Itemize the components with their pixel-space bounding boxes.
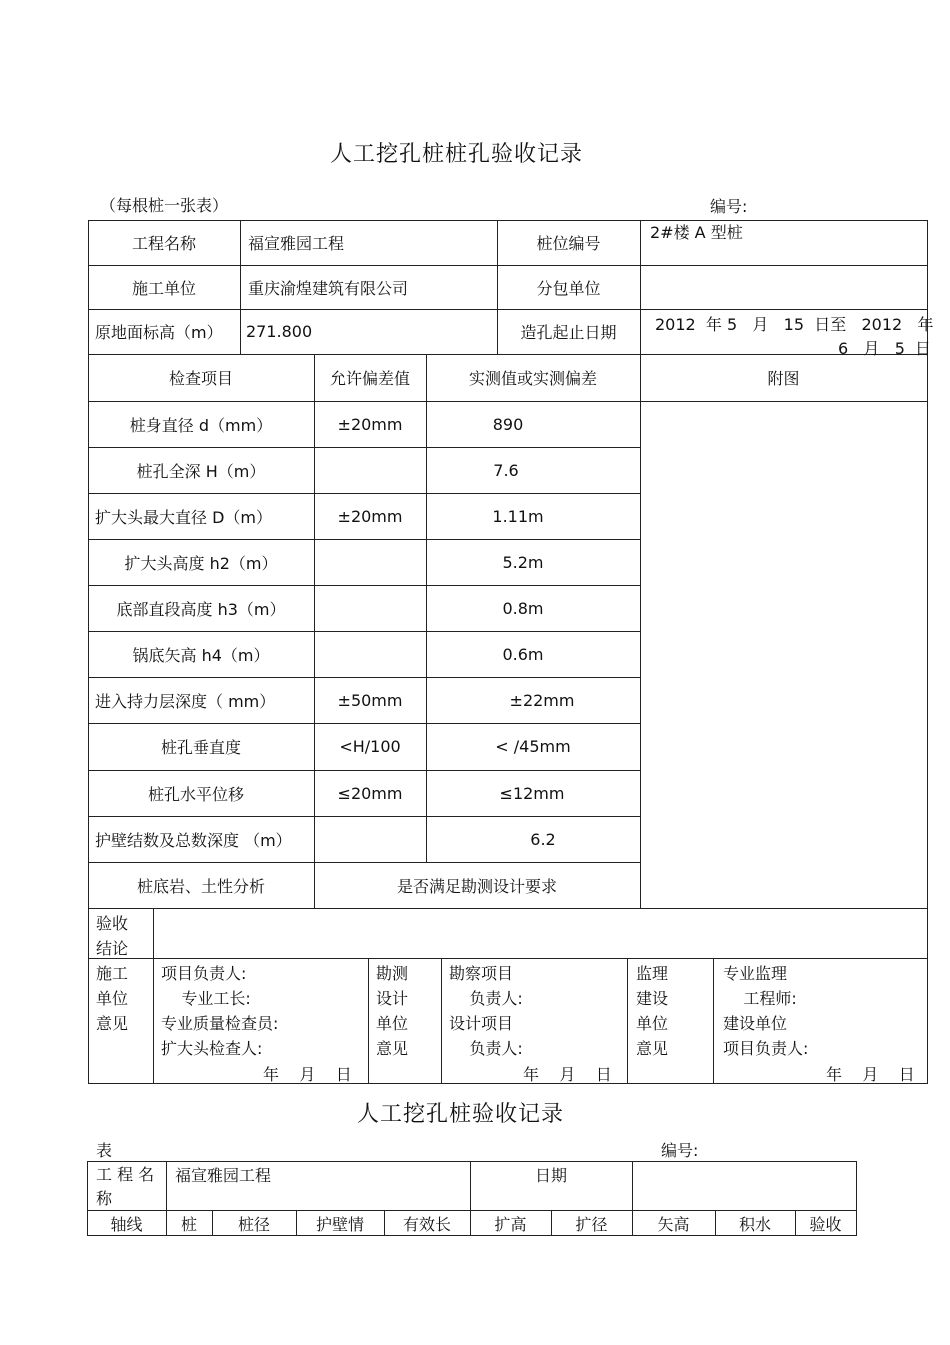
inspection-tolerance: ±20mm: [337, 506, 403, 526]
inspection-item: 桩孔全深 H（m）: [136, 461, 266, 481]
inspection-tolerance: ±20mm: [337, 414, 403, 434]
second-project-label: 工 程 名 称: [96, 1165, 155, 1208]
second-table-label: 表: [96, 1141, 113, 1160]
soil-analysis-value: 是否满足勘测设计要求: [396, 876, 557, 896]
inspection-measured: ≤12mm: [499, 783, 565, 803]
supervision-sign-date: 年 月 日: [826, 1065, 915, 1084]
inspection-measured: 0.8m: [502, 598, 544, 618]
sub-note: （每根桩一张表）: [100, 196, 229, 215]
acceptance-conclusion-label: 验收 结论: [96, 914, 129, 958]
supervision-signatories: 专业监理 工程师: 建设单位 项目负责人:: [723, 964, 809, 1058]
second-serial-label: 编号:: [661, 1141, 699, 1160]
inspection-measured: 5.2m: [502, 552, 544, 572]
inspection-measured: ±22mm: [509, 690, 575, 710]
contractor-value: 重庆渝煌建筑有限公司: [248, 278, 409, 298]
inspection-item: 桩孔垂直度: [160, 738, 241, 757]
inspection-item: 锅底矢高 h4（m）: [132, 645, 270, 665]
soil-analysis-label: 桩底岩、土性分析: [136, 876, 265, 896]
inspection-tolerance: [314, 539, 426, 585]
date-range-label: 造孔起止日期: [520, 323, 617, 342]
inspection-tolerance: <H/100: [339, 737, 401, 756]
inspection-measured: < /45mm: [495, 737, 571, 756]
doc-title: 人工挖孔桩桩孔验收记录: [330, 142, 584, 167]
inspection-tolerance: [314, 816, 426, 862]
column-header: 验收: [809, 1214, 842, 1234]
inspection-tolerance: [314, 447, 426, 493]
inspection-tolerance: [314, 631, 426, 677]
elevation-label: 原地面标高（m）: [95, 323, 223, 342]
inspection-tolerance: ±50mm: [337, 690, 403, 710]
survey-signatories: 勘察项目 负责人: 设计项目 负责人:: [449, 964, 523, 1058]
header-inspection-item: 检查项目: [168, 369, 233, 388]
column-header: 护壁情: [315, 1214, 364, 1234]
construction-sign-date: 年 月 日: [263, 1065, 352, 1084]
inspection-measured: 1.11m: [492, 506, 544, 526]
inspection-tolerance: [314, 585, 426, 631]
inspection-item: 护壁结数及总数深度 （m）: [95, 830, 292, 850]
subcontractor-label: 分包单位: [536, 278, 601, 298]
second-project-name: 福宣雅园工程: [175, 1166, 272, 1185]
column-header: 轴线: [110, 1214, 143, 1234]
column-header: 积水: [738, 1214, 771, 1234]
serial-label: 编号:: [710, 197, 748, 216]
construction-opinion-label: 施工 单位 意见: [96, 964, 129, 1033]
inspection-item: 进入持力层深度（ mm）: [95, 691, 276, 711]
inspection-item: 桩身直径 d（mm）: [129, 415, 273, 435]
column-header: 桩: [180, 1214, 197, 1234]
contractor-label: 施工单位: [131, 278, 196, 298]
inspection-measured: 890: [492, 414, 524, 434]
pile-no-label: 桩位编号: [536, 234, 601, 253]
header-measured: 实测值或实测偏差: [468, 369, 597, 388]
inspection-item: 扩大头最大直径 D（m）: [95, 507, 272, 527]
project-name-value: 福宣雅园工程: [248, 234, 345, 253]
pile-no-value: 2#楼 A 型桩: [650, 222, 743, 242]
inspection-tolerance: ≤20mm: [337, 783, 403, 803]
elevation-value: 271.800: [246, 322, 313, 341]
column-header: 矢高: [657, 1214, 690, 1234]
inspection-measured: 0.6m: [502, 644, 544, 664]
second-date-label: 日期: [535, 1166, 568, 1185]
project-name-label: 工程名称: [131, 234, 196, 253]
inspection-item: 扩大头高度 h2（m）: [124, 553, 278, 573]
second-title: 人工挖孔桩验收记录: [357, 1102, 565, 1127]
survey-sign-date: 年 月 日: [523, 1065, 612, 1084]
date-range-line2: 6 月 5 日: [838, 339, 932, 358]
header-attached-figure: 附图: [767, 369, 800, 388]
date-range-line1: 2012 年 5 月 15 日至 2012 年: [655, 315, 934, 334]
survey-opinion-label: 勘测 设计 单位 意见: [376, 964, 409, 1058]
inspection-item: 底部直段高度 h3（m）: [116, 599, 286, 619]
construction-signatories: 项目负责人: 专业工长: 专业质量检查员: 扩大头检查人:: [161, 964, 279, 1058]
inspection-measured: 7.6: [493, 460, 519, 480]
column-header: 桩径: [237, 1214, 270, 1234]
inspection-measured: 6.2: [530, 829, 556, 849]
inspection-item: 桩孔水平位移: [147, 784, 244, 804]
supervision-opinion-label: 监理 建设 单位 意见: [636, 964, 669, 1058]
header-tolerance: 允许偏差值: [329, 369, 410, 388]
column-header: 有效长: [402, 1214, 451, 1234]
column-header: 扩径: [575, 1214, 608, 1234]
column-header: 扩高: [494, 1214, 527, 1234]
subcontractor-value: [650, 265, 925, 309]
